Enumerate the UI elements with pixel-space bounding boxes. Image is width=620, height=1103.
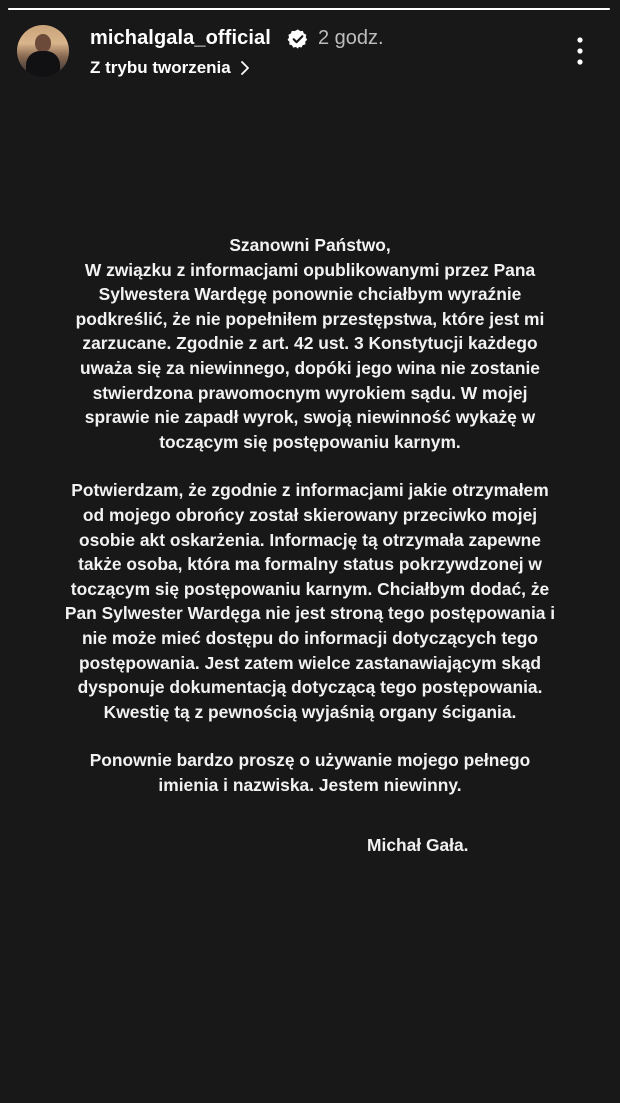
statement-text (14, 233, 606, 797)
creation-mode-label: Z trybu tworzenia (90, 58, 231, 77)
creation-mode-link[interactable] (90, 57, 249, 79)
verified-badge-icon (287, 28, 309, 50)
statement-paragraph: Szanowni Państwo, W związku z informacjami opublikowanymi przez Pana Sylwestera Wardęgę ponownie chciałbym wyraźnie podkreślić, że nie popełniłem przestępstwa, które jest mi zarzucane. Zgodnie z art. 42 ust. 3 Konstytucji każdego uważa się za niewinnego, dopóki jego wina nie zostanie stwierdzona prawomocnym wyrokiem sądu. W mojej sprawie nie zapadł wyrok, swoją niewinność wykażę w toczącym się postępowaniu karnym. (75, 235, 545, 452)
story-progress-fill (8, 8, 610, 10)
story-header (17, 25, 607, 81)
post-time: 2 godz. (318, 27, 384, 49)
statement-paragraph: Potwierdzam, że zgodnie z informacjami jakie otrzymałem od mojego obrońcy został skierowany przeciwko mojej osobie akt oskarżenia. Informację tą otrzymała zapewne także osoba, która ma formalny status pokrzywdzonej w toczącym się postępowaniu karnym. Chciałbym dodać, że Pan Sylwester Wardęga nie jest stroną tego postępowania i nie może mieć dostępu do informacji dotyczących tego postępowania. Jest zatem wielce zastanawiającym skąd dysponuje dokumentacją dotyczącą tego postępowania. Kwestię tą z pewnością wyjaśnią organy ścigania. (64, 480, 556, 722)
statement-paragraph: Ponownie bardzo proszę o używanie mojego pełnego imienia i nazwiska. Jestem niewinny. (89, 750, 531, 795)
avatar[interactable] (17, 25, 69, 77)
avatar-body (26, 51, 60, 77)
username[interactable]: michalgala_official (90, 27, 271, 49)
avatar-head (35, 34, 51, 52)
signature: Michał Gała. (367, 835, 469, 855)
more-vertical-icon[interactable] (569, 36, 591, 66)
chevron-right-icon (241, 61, 249, 75)
story-progress-bar (8, 8, 610, 10)
